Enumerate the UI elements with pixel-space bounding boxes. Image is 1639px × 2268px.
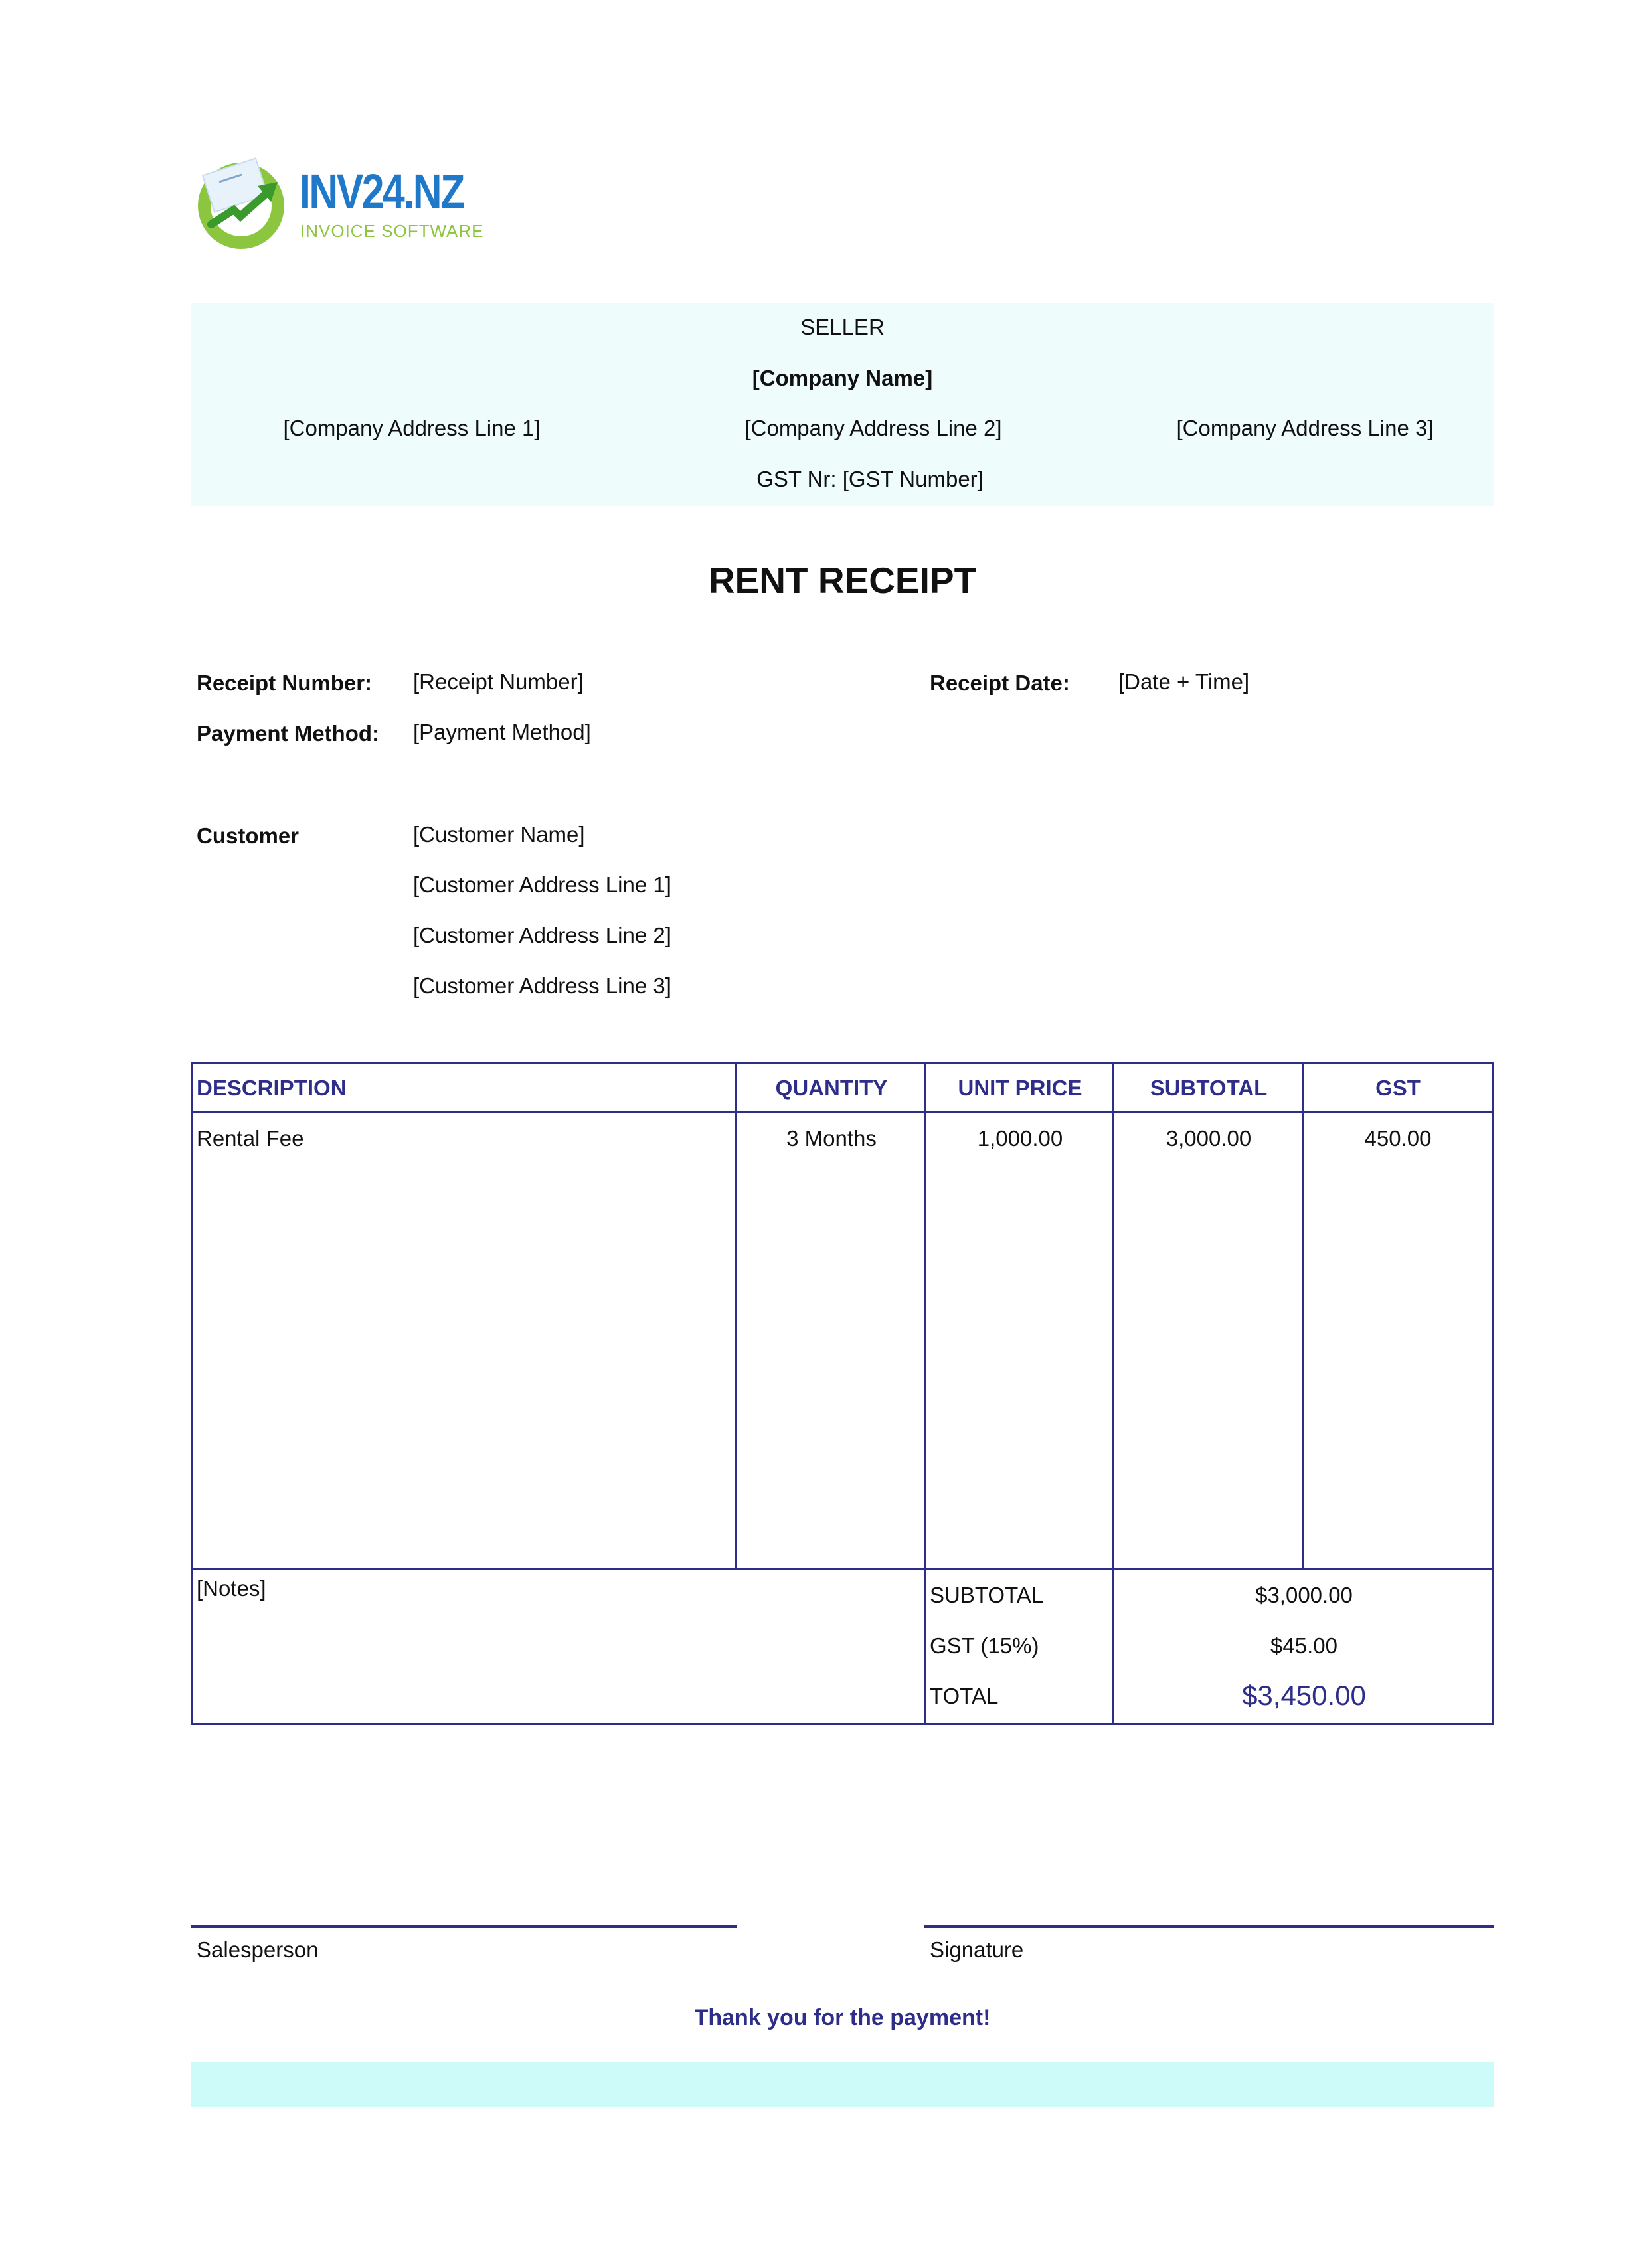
line-items-table (191, 1062, 1494, 1725)
document-title: RENT RECEIPT (708, 560, 977, 601)
gst-total-value: $45.00 (1270, 1633, 1337, 1658)
company-address-line-2: [Company Address Line 2] (744, 416, 1002, 440)
customer-address-line-1: [Customer Address Line 1] (413, 872, 671, 897)
customer-signature-line (924, 1925, 1494, 1928)
column-header-subtotal: SUBTOTAL (1150, 1076, 1268, 1100)
table-row-unit-price: 1,000.00 (977, 1126, 1063, 1151)
column-header-description: DESCRIPTION (197, 1076, 347, 1100)
logo-brand-text: INV24.NZ (300, 164, 464, 219)
table-row-description: Rental Fee (197, 1126, 304, 1151)
customer-name: [Customer Name] (413, 822, 585, 847)
subtotal-value: $3,000.00 (1255, 1583, 1353, 1607)
table-footer-divider (191, 1568, 1494, 1570)
customer-address-line-2: [Customer Address Line 2] (413, 923, 671, 947)
gst-total-label: GST (15%) (930, 1633, 1039, 1658)
salesperson-signature-line (191, 1925, 737, 1928)
table-row-quantity: 3 Months (786, 1126, 877, 1151)
customer-address-line-3: [Customer Address Line 3] (413, 973, 671, 998)
total-label: TOTAL (930, 1684, 999, 1708)
total-value: $3,450.00 (1242, 1680, 1366, 1711)
table-header-divider (191, 1111, 1494, 1113)
column-divider (1112, 1062, 1114, 1725)
receipt-number-value: [Receipt Number] (413, 669, 584, 694)
notes: [Notes] (197, 1576, 266, 1601)
gst-number-line: GST Nr: [GST Number] (756, 467, 984, 491)
payment-method-label: Payment Method: (197, 721, 380, 746)
company-name: [Company Name] (752, 366, 933, 390)
receipt-number-label: Receipt Number: (197, 671, 373, 695)
payment-method-value: [Payment Method] (413, 720, 591, 744)
salesperson-label: Salesperson (197, 1937, 319, 1962)
invoice-arrow-logo-icon (193, 153, 299, 252)
footer-band (191, 2062, 1494, 2107)
table-row-gst: 450.00 (1364, 1126, 1432, 1151)
column-divider (924, 1062, 926, 1725)
column-header-quantity: QUANTITY (775, 1076, 888, 1100)
signature-label: Signature (930, 1937, 1024, 1962)
table-row-subtotal: 3,000.00 (1165, 1126, 1252, 1151)
seller-label: SELLER (800, 315, 885, 339)
company-address-line-1: [Company Address Line 1] (283, 416, 541, 440)
company-address-line-3: [Company Address Line 3] (1176, 416, 1434, 440)
subtotal-label: SUBTOTAL (930, 1583, 1044, 1607)
customer-label: Customer (197, 823, 300, 848)
column-header-unit-price: UNIT PRICE (958, 1076, 1082, 1100)
receipt-date-value: [Date + Time] (1118, 669, 1250, 694)
column-header-gst: GST (1375, 1076, 1421, 1100)
logo-tagline: INVOICE SOFTWARE (300, 221, 484, 241)
receipt-date-label: Receipt Date: (930, 671, 1070, 695)
thank-you-message: Thank you for the payment! (694, 2005, 991, 2030)
